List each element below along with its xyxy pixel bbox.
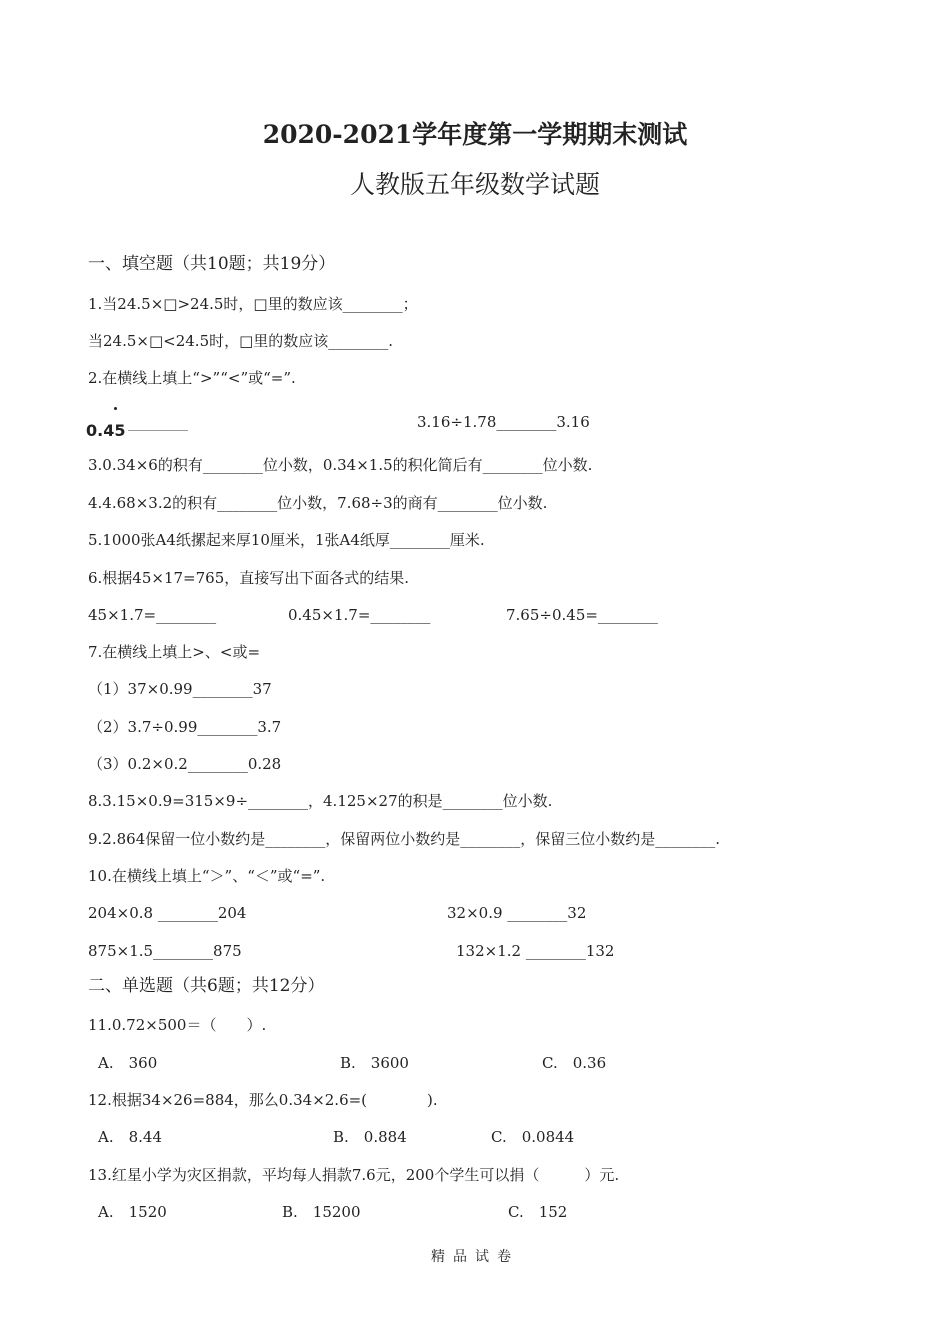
question-1a: 1.当24.5×□>24.5时，□里的数应该________； <box>88 295 418 313</box>
question-6: 6.根据45×17=765，直接写出下面各式的结果. <box>88 569 410 587</box>
question-2-right: 3.16÷1.78________3.16 <box>417 413 590 431</box>
question-6-item: 0.45×1.7=________ <box>288 606 431 624</box>
question-12-option-b: B. 0.884 <box>333 1128 407 1146</box>
question-13-option-c: C. 152 <box>508 1203 568 1221</box>
question-12-option-c: C. 0.0844 <box>491 1128 575 1146</box>
question-7-item: （1）37×0.99________37 <box>88 680 272 698</box>
repeating-decimal-dot <box>114 407 117 410</box>
question-10-item: 204×0.8 ________204 <box>88 904 247 922</box>
page-subtitle: 人教版五年级数学试题 <box>349 170 600 199</box>
question-13-option-a: A. 1520 <box>98 1203 167 1221</box>
question-3: 3.0.34×6的积有________位小数，0.34×1.5的积化简后有________位小数. <box>88 456 593 474</box>
question-10-item: 875×1.5________875 <box>88 942 242 960</box>
question-13: 13.红星小学为灾区捐款，平均每人捐款7.6元，200个学生可以捐（ ）元. <box>88 1166 620 1184</box>
question-12: 12.根据34×26=884，那么0.34×2.6=( ). <box>88 1091 438 1109</box>
question-10-item: 132×1.2 ________132 <box>456 942 615 960</box>
question-2: 2.在横线上填上“>”“<”或“=”. <box>88 369 296 387</box>
question-11-option-c: C. 0.36 <box>542 1054 607 1072</box>
question-6-item: 7.65÷0.45=________ <box>506 606 658 624</box>
page-footer: 精品试卷 <box>431 1249 519 1265</box>
question-11-option-b: B. 3600 <box>340 1054 409 1072</box>
question-9: 9.2.864保留一位小数约是________，保留两位小数约是________，保留三位小数约是________. <box>88 830 721 848</box>
question-7-item: （3）0.2×0.2________0.28 <box>88 755 282 773</box>
question-1b: 当24.5×□<24.5时，□里的数应该________. <box>88 332 394 350</box>
question-8: 8.3.15×0.9=315×9÷________，4.125×27的积是________位小数. <box>88 792 553 810</box>
question-7: 7.在横线上填上>、<或= <box>88 643 261 661</box>
question-2-left-value: 0.45 <box>86 421 126 440</box>
question-2-left-blank: ________ <box>128 413 188 431</box>
question-5: 5.1000张A4纸摞起来厚10厘米，1张A4纸厚________厘米. <box>88 531 485 549</box>
section1-heading: 一、填空题（共10题；共19分） <box>88 254 336 274</box>
question-4: 4.4.68×3.2的积有________位小数，7.68÷3的商有________位小数. <box>88 494 548 512</box>
question-13-option-b: B. 15200 <box>282 1203 361 1221</box>
section2-heading: 二、单选题（共6题；共12分） <box>88 976 325 996</box>
question-11: 11.0.72×500＝（ ）. <box>88 1016 267 1034</box>
question-10-item: 32×0.9 ________32 <box>447 904 587 922</box>
question-11-option-a: A. 360 <box>98 1054 158 1072</box>
question-7-item: （2）3.7÷0.99________3.7 <box>88 718 282 736</box>
page-title: 2020-2021学年度第一学期期末测试 <box>262 120 688 149</box>
question-10: 10.在横线上填上“＞”、“＜”或“=”. <box>88 867 326 885</box>
question-12-option-a: A. 8.44 <box>98 1128 162 1146</box>
question-6-item: 45×1.7=________ <box>88 606 217 624</box>
